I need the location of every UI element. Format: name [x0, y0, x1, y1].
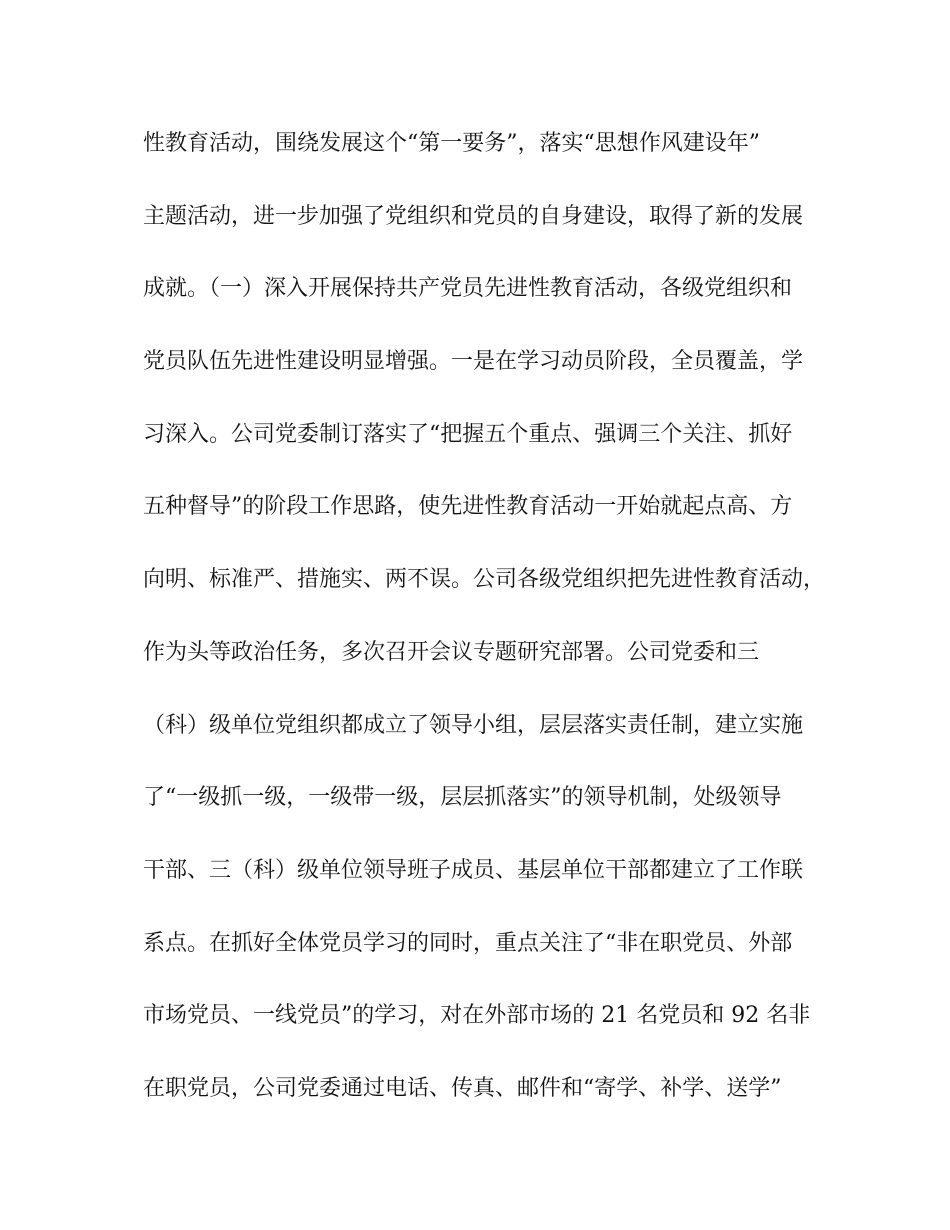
- text-line: 了“一级抓一级，一级带一级，层层抓落实”的领导机制，处级领导: [143, 785, 782, 811]
- text-line: 干部、三（科）级单位领导班子成员、基层单位干部都建立了工作联: [143, 857, 804, 883]
- text-line: 向明、标准严、措施实、两不误。公司各级党组织把先进性教育活动，: [143, 567, 826, 593]
- text-line: 成就。（一）深入开展保持共产党员先进性教育活动，各级党组织和: [143, 276, 793, 302]
- body-text: [143, 124, 826, 1142]
- text-line: 主题活动，进一步加强了党组织和党员的自身建设，取得了新的发展: [143, 203, 804, 229]
- text-line: 市场党员、一线党员”的学习，对在外部市场的 21 名党员和 92 名非: [143, 1003, 811, 1029]
- text-line: 在职党员，公司党委通过电话、传真、邮件和“寄学、补学、送学”: [143, 1075, 782, 1101]
- text-line: 作为头等政治任务，多次召开会议专题研究部署。公司党委和三: [143, 639, 760, 665]
- text-line: 系点。在抓好全体党员学习的同时，重点关注了“非在职党员、外部: [143, 930, 793, 956]
- text-line: 习深入。公司党委制订落实了“把握五个重点、强调三个关注、抓好: [143, 421, 793, 447]
- text-line: （科）级单位党组织都成立了领导小组，层层落实责任制，建立实施: [143, 712, 804, 738]
- text-line: 党员队伍先进性建设明显增强。一是在学习动员阶段，全员覆盖，学: [143, 349, 804, 375]
- text-line: 性教育活动，围绕发展这个“第一要务”，落实“思想作风建设年”: [143, 131, 760, 156]
- text-line: 五种督导”的阶段工作思路，使先进性教育活动一开始就起点高、方: [143, 494, 793, 520]
